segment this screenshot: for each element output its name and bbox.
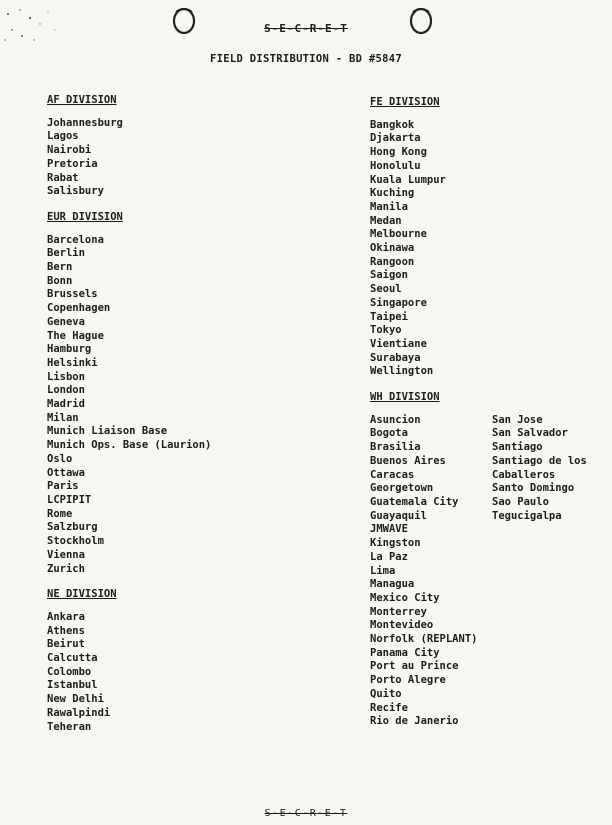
station-name: Caballeros — [492, 468, 556, 481]
station-name: Hong Kong — [370, 146, 427, 159]
station-name: Zurich — [47, 562, 85, 575]
station-name: Stockholm — [47, 535, 104, 548]
wh-column-2 — [492, 414, 612, 729]
station-name: Rio de Janerio — [370, 715, 459, 728]
station-name: Melbourne — [370, 228, 427, 241]
station-name: La Paz — [370, 550, 408, 563]
station-name: Hamburg — [47, 343, 92, 356]
station-name: Pretoria — [47, 157, 98, 170]
station-name: San Jose — [492, 413, 543, 426]
station-name: Porto Alegre — [370, 674, 446, 687]
station-name: Santo Domingo — [492, 482, 575, 495]
station-name: Sao Paulo — [492, 495, 549, 508]
station-name: Ankara — [47, 610, 85, 623]
station-name: Panama City — [370, 646, 440, 659]
station-name: Munich Ops. Base (Laurion) — [47, 439, 212, 452]
eur-division — [47, 211, 211, 576]
station-name: Johannesburg — [47, 116, 123, 129]
classification-marking-top: S-E-C-R-E-T — [264, 22, 348, 35]
station-name: Helsinki — [47, 356, 98, 369]
ne-division — [47, 588, 211, 734]
station-name: Bern — [47, 261, 73, 274]
station-name: Guayaquil — [370, 509, 427, 522]
station-name: Singapore — [370, 296, 427, 309]
station-name: Kuching — [370, 187, 415, 200]
station-name: Okinawa — [370, 242, 415, 255]
station-name: Asuncion — [370, 413, 421, 426]
station-name: Lima — [370, 564, 396, 577]
right-column — [370, 96, 612, 729]
fe-division — [370, 96, 612, 379]
station-name: Djakarta — [370, 132, 421, 145]
station-name: Georgetown — [370, 482, 434, 495]
station-name: Manila — [370, 200, 408, 213]
station-name: Milan — [47, 411, 79, 424]
station-name: Salisbury — [47, 185, 104, 198]
document-title: FIELD DISTRIBUTION - BD #5847 — [209, 53, 403, 65]
station-name: London — [47, 384, 85, 397]
station-name: San Salvador — [492, 427, 568, 440]
scan-specks — [0, 0, 80, 80]
station-name: Mexico City — [370, 591, 440, 604]
division-heading: AF DIVISION — [47, 94, 117, 106]
division-heading: FE DIVISION — [370, 96, 440, 108]
station-name: JMWAVE — [370, 523, 408, 536]
station-name: Copenhagen — [47, 302, 111, 315]
station-name: Medan — [370, 214, 402, 227]
station-name: Vientiane — [370, 337, 427, 350]
station-name: LCPIPIT — [47, 493, 92, 506]
station-name: Buenos Aires — [370, 454, 446, 467]
station-name: Guatemala City — [370, 495, 459, 508]
station-name: Lagos — [47, 130, 79, 143]
station-name: Tegucigalpa — [492, 509, 562, 522]
classification-marking-bottom: S-E-C-R-E-T — [264, 808, 348, 819]
station-name: Taipei — [370, 310, 408, 323]
station-name: Rangoon — [370, 255, 415, 268]
station-name: Munich Liaison Base — [47, 425, 168, 438]
station-name: Monterrey — [370, 605, 427, 618]
station-name: Athens — [47, 624, 85, 637]
left-column — [47, 94, 211, 734]
station-name: Barcelona — [47, 233, 104, 246]
station-name: Seoul — [370, 283, 402, 296]
station-name: Geneva — [47, 315, 85, 328]
station-name: Tokyo — [370, 324, 402, 337]
station-name: Vienna — [47, 548, 85, 561]
division-heading: NE DIVISION — [47, 588, 117, 601]
station-name: Colombo — [47, 665, 92, 678]
wh-division — [370, 391, 612, 729]
station-name: Montevideo — [370, 619, 434, 632]
station-name: Recife — [370, 701, 408, 714]
station-name: Honolulu — [370, 159, 421, 172]
station-name: Santiago — [492, 441, 543, 454]
station-name: Ottawa — [47, 466, 85, 479]
station-name: Brasilia — [370, 441, 421, 454]
station-name: Bangkok — [370, 118, 415, 131]
station-name: The Hague — [47, 329, 104, 342]
station-name: Santiago de los — [492, 454, 587, 467]
station-name: Lisbon — [47, 370, 85, 383]
station-name: Caracas — [370, 468, 415, 481]
station-name: Istanbul — [47, 679, 98, 692]
station-name: Quito — [370, 687, 402, 700]
station-name: Salzburg — [47, 521, 98, 534]
station-name: Oslo — [47, 452, 73, 465]
station-name: Rabat — [47, 171, 79, 184]
station-name: Bogota — [370, 427, 408, 440]
station-name: Rawalpindi — [47, 706, 111, 719]
station-name: Calcutta — [47, 652, 98, 665]
station-name: Teheran — [47, 720, 92, 733]
station-name: New Delhi — [47, 693, 104, 706]
station-name: Saigon — [370, 269, 408, 282]
af-division — [47, 94, 211, 199]
station-name: Beirut — [47, 638, 85, 651]
station-name: Kingston — [370, 537, 421, 550]
station-name: Rome — [47, 507, 73, 520]
station-name: Paris — [47, 480, 79, 493]
division-heading: WH DIVISION — [370, 391, 440, 404]
station-name: Bonn — [47, 274, 73, 287]
station-name: Surabaya — [370, 351, 421, 364]
station-name: Norfolk (REPLANT) — [370, 633, 478, 646]
division-heading: EUR DIVISION — [47, 210, 123, 223]
station-name: Brussels — [47, 288, 98, 301]
wh-column-1 — [370, 414, 492, 729]
station-name: Berlin — [47, 247, 85, 260]
station-name: Nairobi — [47, 144, 92, 157]
station-name: Port au Prince — [370, 660, 459, 673]
station-name: Kuala Lumpur — [370, 173, 446, 186]
station-name: Wellington — [370, 365, 434, 378]
station-name: Managua — [370, 578, 415, 591]
station-name: Madrid — [47, 398, 85, 411]
